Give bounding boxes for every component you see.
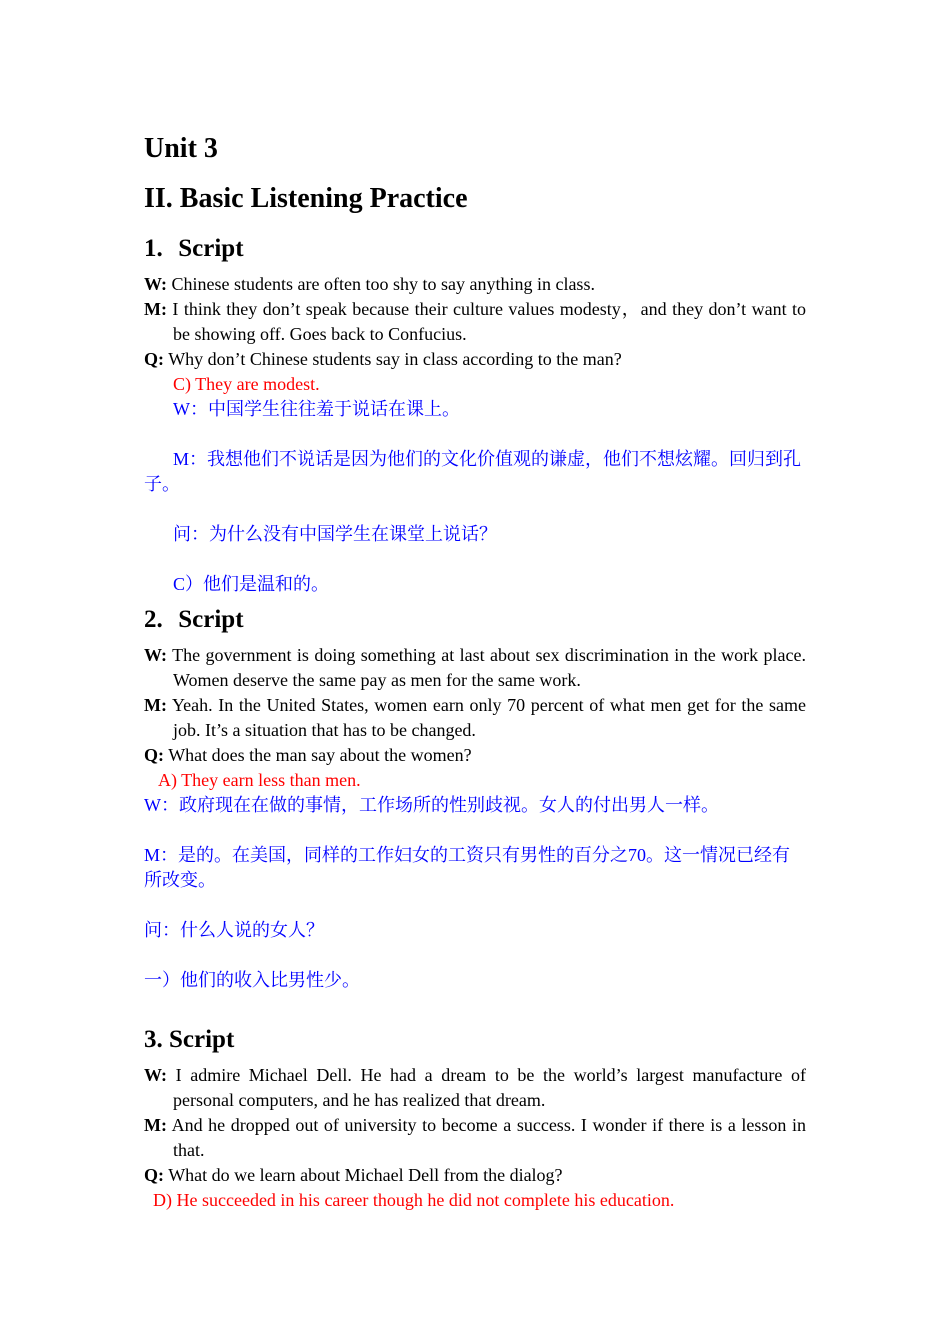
script-number: 2.	[144, 606, 163, 633]
speaker-label: W:	[144, 274, 168, 294]
translation-a: 一）他们的收入比男性少。	[144, 970, 360, 990]
speaker-label: Q:	[144, 349, 164, 369]
spacer	[144, 893, 806, 918]
script-block-1	[144, 232, 806, 597]
dialog-text: Chinese students are often too shy to say anything in class.	[171, 274, 595, 294]
question-text: Why don’t Chinese students say in class according to the man?	[168, 349, 622, 369]
script-heading-3	[144, 1023, 806, 1057]
dialog-text: The government is doing something at last about sex discrimination in the work place. Women deserve the same pay as men for the same work.	[172, 645, 806, 690]
spacer	[144, 422, 806, 447]
translation-m: M：是的。在美国，同样的工作妇女的工资只有男性的百分之70。这一情况已经有所改变。	[144, 845, 791, 890]
script-heading-label: Script	[169, 1026, 235, 1053]
script-heading-label: Script	[178, 606, 244, 633]
unit-title: Unit 3	[144, 133, 218, 164]
document-content	[144, 130, 806, 1213]
script-number: 1.	[144, 235, 163, 262]
translation-q: 问：为什么没有中国学生在课堂上说话？	[173, 524, 497, 544]
script-heading-1	[144, 232, 806, 266]
script-block-2	[144, 603, 806, 993]
translation-w: W：政府现在在做的事情，工作场所的性别歧视。女人的付出男人一样。	[144, 795, 719, 815]
question-line	[144, 1163, 806, 1188]
speaker-label: Q:	[144, 1165, 164, 1185]
dialog-line-w	[144, 272, 806, 297]
spacer	[144, 818, 806, 843]
dialog-line-w	[144, 1063, 806, 1113]
script-heading-label: Script	[178, 235, 244, 262]
dialog-text: Yeah. In the United States, women earn only 70 percent of what men get for the same job. It’s a situation that has to be changed.	[171, 695, 806, 740]
speaker-label: W:	[144, 645, 168, 665]
question-line	[144, 347, 806, 372]
question-text: What does the man say about the women?	[168, 745, 472, 765]
question-text: What do we learn about Michael Dell from the dialog?	[168, 1165, 563, 1185]
translation-w: W：中国学生往往羞于说话在课上。	[173, 399, 460, 419]
dialog-line-m	[144, 297, 806, 347]
dialog-text: I think they don’t speak because their culture values modesty，and they don’t want to be showing off. Goes back to Confucius.	[172, 299, 807, 344]
answer-line: A) They earn less than men.	[158, 770, 361, 790]
dialog-line-w	[144, 643, 806, 693]
section-title: II. Basic Listening Practice	[144, 183, 468, 214]
dialog-line-m	[144, 1113, 806, 1163]
translation-q: 问：什么人说的女人？	[144, 920, 324, 940]
speaker-label: M:	[144, 695, 167, 715]
question-line	[144, 743, 806, 768]
script-number: 3.	[144, 1026, 163, 1053]
dialog-text: And he dropped out of university to become a success. I wonder if there is a lesson in that.	[171, 1115, 806, 1160]
speaker-label: M:	[144, 1115, 167, 1135]
spacer	[144, 497, 806, 522]
speaker-label: M:	[144, 299, 167, 319]
script-block-3	[144, 1023, 806, 1213]
dialog-text: I admire Michael Dell. He had a dream to be the world’s largest manufacture of personal computers, and he has realized that dream.	[173, 1065, 807, 1110]
answer-line: C) They are modest.	[173, 374, 320, 394]
translation-m: M：我想他们不说话是因为他们的文化价值观的谦虚，他们不想炫耀。回归到孔子。	[144, 449, 802, 494]
speaker-label: W:	[144, 1065, 168, 1085]
script-heading-2	[144, 603, 806, 637]
speaker-label: Q:	[144, 745, 164, 765]
spacer	[144, 547, 806, 572]
translation-a: C）他们是温和的。	[173, 574, 330, 594]
spacer	[144, 943, 806, 968]
dialog-line-m	[144, 693, 806, 743]
answer-line: D) He succeeded in his career though he did not complete his education.	[153, 1190, 675, 1210]
